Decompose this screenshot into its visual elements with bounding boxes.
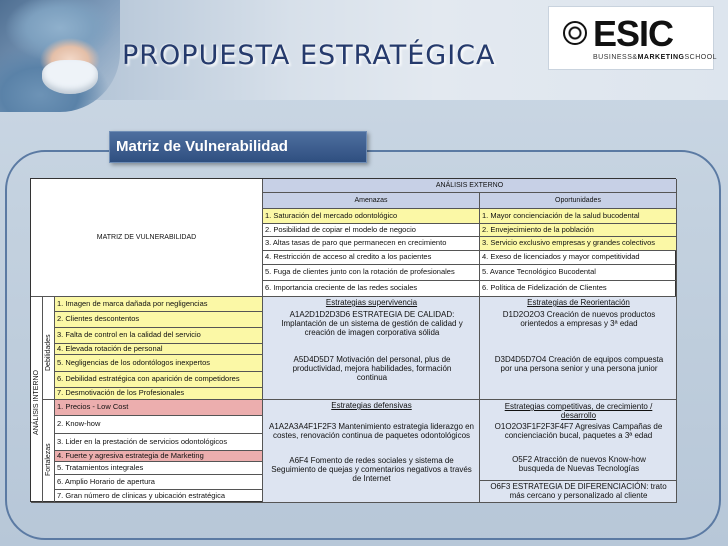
external-analysis-header: ANÁLISIS EXTERNO	[263, 179, 677, 193]
subtitle-bar	[109, 131, 367, 163]
weakness-item: 6. Debilidad estratégica con aparición de competidores	[55, 372, 263, 388]
weakness-item: 5. Negligencias de los odontólogos inexpertos	[55, 355, 263, 372]
strength-item: 1. Precios - Low Cost	[55, 400, 263, 416]
threat-item: 4. Restricción de acceso al credito a los pacientes	[263, 251, 480, 265]
logo-name: ESIC	[593, 13, 674, 54]
reorientation-strategies-header: Estrategias de Reorientación	[527, 298, 630, 307]
strength-item: 3. Lider en la prestación de servicios odontológicos	[55, 434, 263, 451]
weakness-item: 2. Clientes descontentos	[55, 312, 263, 328]
strength-item: 5. Tratamientos integrales	[55, 462, 263, 475]
strengths-label: Fortalezas	[45, 443, 52, 476]
threat-item: 2. Posibilidad de copiar el modelo de negocio	[263, 224, 480, 237]
defensive-strategies-header: Estrategias defensivas	[331, 401, 412, 410]
opportunity-item: 3. Servicio exclusivo empresas y grandes colectivos	[480, 237, 677, 251]
weakness-item: 1. Imagen de marca dañada por negligencias	[55, 297, 263, 312]
subtitle-text: Matriz de Vulnerabilidad	[116, 138, 288, 155]
threat-item: 3. Altas tasas de paro que permanecen en crecimiento	[263, 237, 480, 251]
competitive-strategy-c: O6F3 ESTRATEGIA DE DIFERENCIACIÓN: trato más cercano y personalizado al cliente	[490, 482, 667, 501]
survival-strategy-a: A1A2D1D2D3D6 ESTRATEGIA DE CALIDAD: Implantación de un sistema de gestión de calidad y creación de imagen corporativa sólida	[281, 310, 463, 338]
opportunity-item: 4. Exeso de licenciados y mayor competitividad	[480, 251, 677, 265]
logo-tagline: BUSINESS&MARKETINGSCHOOL	[593, 54, 718, 61]
strength-item: 4. Fuerte y agresiva estrategia de Marketing	[55, 451, 263, 462]
competitive-strategies-header: Estrategias competitivas, de crecimiento / desarrollo	[504, 402, 653, 421]
reorientation-strategies-cell	[480, 297, 677, 400]
strength-item: 2. Know-how	[55, 416, 263, 434]
opportunity-item: 6. Política de Fidelización de Clientes	[480, 281, 677, 297]
strength-item: 7. Gran número de clinicas y ubicación estratégica	[55, 490, 263, 503]
defensive-strategies-cell	[263, 400, 480, 503]
opportunities-header: Oportunidades	[480, 193, 677, 209]
internal-analysis-label: ANÁLISIS INTERNO	[33, 370, 40, 435]
internal-analysis-column	[31, 297, 43, 503]
strength-item: 6. Amplio Horario de apertura	[55, 475, 263, 490]
competitive-strategy-b: O5F2 Atracción de nuevos Know-how busqueda de Nuevas Tecnologías	[512, 455, 646, 474]
survival-strategies-cell	[263, 297, 480, 400]
opportunity-item: 2. Envejecimiento de la población	[480, 224, 677, 237]
threats-header: Amenazas	[263, 193, 480, 209]
opportunity-item: 5. Avance Tecnológico Bucodental	[480, 265, 677, 281]
vulnerability-matrix	[30, 178, 676, 502]
weakness-item: 7. Desmotivación de los Profesionales	[55, 388, 263, 400]
threat-item: 1. Saturación del mercado odontológico	[263, 209, 480, 224]
competitive-divider	[480, 480, 677, 481]
reorientation-strategy-a: D1D2O2O3 Creación de nuevos productos orientedos a empresas y 3ª edad	[502, 310, 656, 329]
surgical-mask-shape	[42, 60, 98, 94]
threat-item: 5. Fuga de clientes junto con la rotación de profesionales	[263, 265, 480, 281]
slide-title: PROPUESTA ESTRATÉGICA	[122, 40, 496, 71]
weakness-item: 3. Falta de control en la calidad del servicio	[55, 328, 263, 344]
reorientation-strategy-b: D3D4D5D7O4 Creación de equipos compuesta por una persona senior y una persona junior	[494, 355, 664, 374]
competitive-strategies-cell	[480, 400, 677, 503]
esic-logo	[548, 6, 718, 70]
seal-icon	[563, 21, 587, 45]
survival-strategy-b: A5D4D5D7 Motivación del personal, plus de productividad, mejora habilidades, formación continua	[292, 355, 452, 383]
strengths-column	[43, 400, 55, 503]
defensive-strategy-a: A1A2A3A4F1F2F3 Mantenimiento estrategia liderazgo en costes, renovación continua de paquetes odontológicos	[269, 422, 475, 441]
opportunity-item: 1. Mayor concienciación de la salud bucodental	[480, 209, 677, 224]
weaknesses-column	[43, 297, 55, 400]
matrix-title: MATRIZ DE VULNERABILIDAD	[31, 179, 263, 297]
threat-item: 6. Importancia creciente de las redes sociales	[263, 281, 480, 297]
competitive-strategy-a: O1O2O3F1F2F3F4F7 Agresivas Campañas de concienciación bucal, paquetes a 3ª edad	[494, 422, 663, 441]
defensive-strategy-b: A6F4 Fomento de redes sociales y sistema de Seguimiento de quejas y comentarios negativos a través de Internet	[271, 456, 472, 484]
weaknesses-label: Debilidades	[45, 334, 52, 371]
weakness-item: 4. Elevada rotación de personal	[55, 344, 263, 355]
survival-strategies-header: Estrategias supervivencia	[325, 298, 418, 307]
